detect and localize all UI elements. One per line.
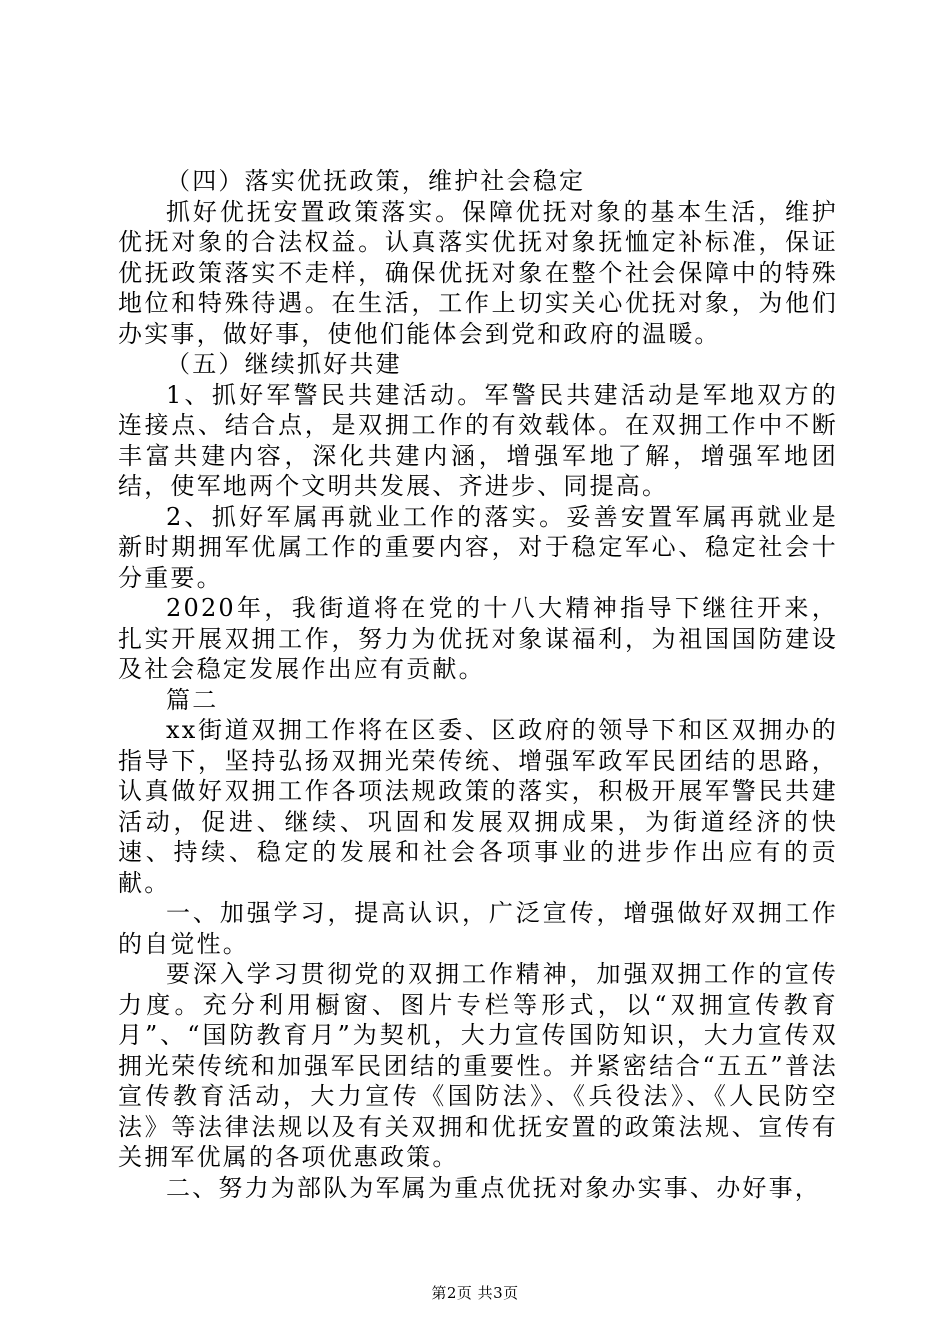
section-heading-five: （五）继续抓好共建 bbox=[166, 350, 402, 378]
document-body bbox=[118, 166, 838, 1203]
paragraph: 抓好优抚安置政策落实。保障优抚对象的基本生活，维护优抚对象的合法权益。认真落实优抚对象抚恤定补标准，保证优抚政策落实不走样，确保优抚对象在整个社会保障中的特殊地位和特殊待遇。在生活，工作上切实关心优抚对象，为他们办实事，做好事，使他们能体会到党和政府的温暖。 bbox=[118, 197, 838, 348]
paragraph: 1、抓好军警民共建活动。军警民共建活动是军地双方的连接点、结合点，是双拥工作的有效载体。在双拥工作中不断丰富共建内容，深化共建内涵，增强军地了解，增强军地团结，使军地两个文明共发展、齐进步、同提高。 bbox=[118, 380, 838, 500]
paragraph: 2020年，我街道将在党的十八大精神指导下继往开来，扎实开展双拥工作，努力为优抚对象谋福利，为祖国国防建设及社会稳定发展作出应有贡献。 bbox=[118, 594, 838, 683]
paragraph: xx街道双拥工作将在区委、区政府的领导下和区双拥办的指导下，坚持弘扬双拥光荣传统、增强军政军民团结的思路，认真做好双拥工作各项法规政策的落实，积极开展军警民共建活动，促进、继续、巩固和发展双拥成果，为街道经济的快速、持续、稳定的发展和社会各项事业的进步作出应有的贡献。 bbox=[118, 716, 838, 897]
part-heading: 篇二 bbox=[166, 685, 219, 714]
paragraph: 要深入学习贯彻党的双拥工作精神，加强双拥工作的宣传力度。充分利用橱窗、图片专栏等形式，以“双拥宣传教育月”、“国防教育月”为契机，大力宣传国防知识，大力宣传双拥光荣传统和加强军民团结的重要性。并紧密结合“五五”普法宣传教育活动，大力宣传《国防法》、《兵役法》、《人民防空法》等法律法规以及有关双拥和优抚安置的政策法规、宣传有关拥军优属的各项优惠政策。 bbox=[118, 960, 838, 1171]
paragraph: 二、努力为部队为军属为重点优抚对象办实事、办好事， bbox=[166, 1173, 821, 1202]
paragraph: 一、加强学习，提高认识，广泛宣传，增强做好双拥工作的自觉性。 bbox=[118, 899, 838, 958]
paragraph: 2、抓好军属再就业工作的落实。妥善安置军属再就业是新时期拥军优属工作的重要内容，对于稳定军心、稳定社会十分重要。 bbox=[118, 502, 838, 592]
section-heading-four: （四）落实优抚政策，维护社会稳定 bbox=[166, 167, 586, 195]
page-footer: 第2页 共3页 bbox=[431, 1284, 519, 1302]
